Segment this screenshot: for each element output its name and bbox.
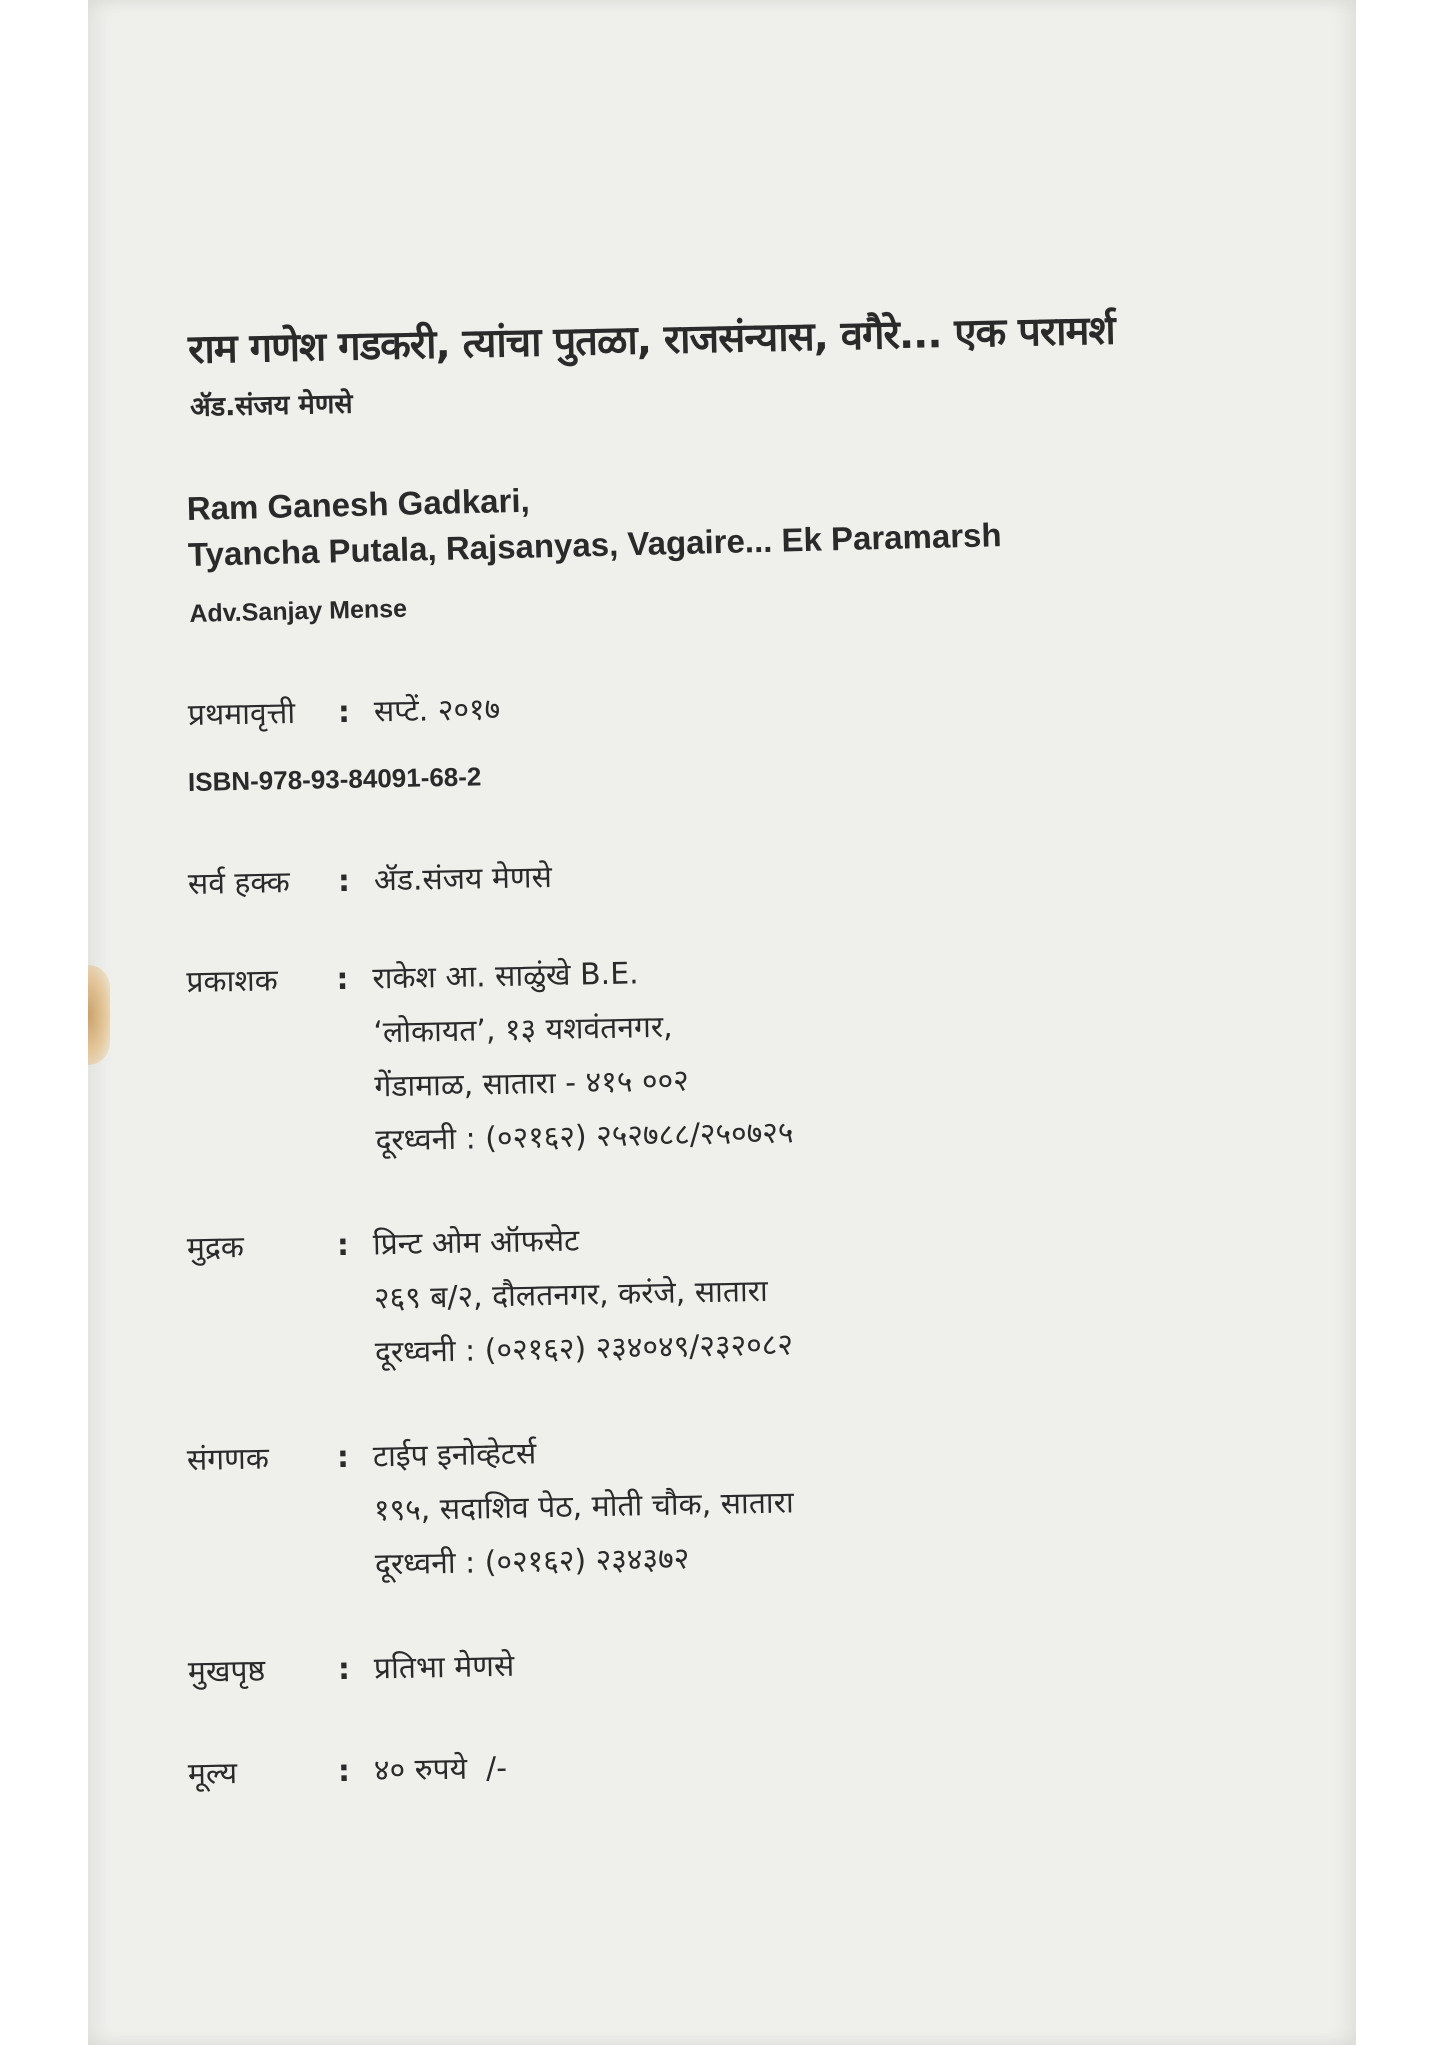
edition-colon: : — [337, 694, 351, 731]
rights-label: सर्व हक्क — [187, 865, 291, 902]
price-colon: : — [337, 1753, 351, 1790]
printer-colon: : — [336, 1227, 350, 1264]
price-label: मूल्य — [187, 1756, 238, 1792]
printer-line: प्रिन्ट ओम ऑफसेट — [372, 1223, 580, 1263]
page-stain — [88, 965, 110, 1065]
rights-row — [187, 837, 1268, 912]
typesetter-line: टाईप इनोव्हेटर्स — [372, 1436, 537, 1475]
cover-label: मुखपृष्ठ — [187, 1653, 266, 1690]
printer-details — [372, 1201, 1269, 1380]
typesetter-details — [372, 1413, 1269, 1592]
typesetter-label: संगणक — [186, 1441, 270, 1479]
edition-label: प्रथमावृत्ती — [187, 695, 296, 733]
price-value: ४० रुपये /- — [373, 1750, 508, 1789]
typesetter-line: १९५, सदाशिव पेठ, मोती चौक, सातारा — [373, 1485, 795, 1529]
price-row — [187, 1727, 1268, 1802]
cover-row — [187, 1625, 1268, 1700]
typesetter-colon: : — [336, 1439, 350, 1476]
publisher-line: गेंडामाळ, सातारा - ४१५ ००२ — [374, 1063, 690, 1105]
publisher-phone: दूरध्वनी : (०२१६२) २५२७८८/२५०७२५ — [375, 1115, 794, 1159]
cover-value: प्रतिभा मेणसे — [373, 1648, 515, 1687]
printer-phone: दूरध्वनी : (०२१६२) २३४०४९/२३२०८२ — [374, 1327, 794, 1371]
edition-row — [187, 668, 1268, 743]
rights-value: ॲड.संजय मेणसे — [373, 860, 553, 899]
publisher-line: ‘लोकायत’, १३ यशवंतनगर, — [373, 1009, 673, 1051]
cover-colon: : — [337, 1651, 351, 1688]
marathi-title: राम गणेश गडकरी, त्यांचा पुतळा, राजसंन्यास, वगैरे... एक परामर्श — [187, 307, 1116, 373]
printer-label: मुद्रक — [186, 1229, 245, 1267]
publisher-line: राकेश आ. साळुंखे B.E. — [372, 956, 639, 997]
printer-row — [186, 1201, 1269, 1384]
isbn: ISBN-978-93-84091-68-2 — [187, 761, 482, 797]
publisher-details — [372, 935, 1270, 1168]
english-title-line1: Ram Ganesh Gadkari, — [186, 481, 531, 528]
english-block — [186, 460, 1269, 629]
printer-line: २६९ ब/२, दौलतनगर, करंजे, सातारा — [373, 1273, 769, 1317]
english-author: Adv.Sanjay Mense — [189, 594, 408, 628]
publisher-row — [186, 935, 1270, 1172]
rights-colon: : — [337, 863, 351, 900]
edition-value: सप्टें. २०१७ — [373, 692, 501, 730]
typesetter-row — [186, 1413, 1269, 1596]
imprint-content — [186, 307, 1268, 1802]
marathi-author: ॲड.संजय मेणसे — [189, 388, 353, 423]
publisher-colon: : — [336, 961, 349, 998]
publisher-label: प्रकाशक — [186, 963, 279, 1001]
english-title-line2: Tyancha Putala, Rajsanyas, Vagaire... Ek Paramarsh — [187, 516, 1002, 573]
typesetter-phone: दूरध्वनी : (०२१६२) २३४३७२ — [374, 1541, 690, 1583]
